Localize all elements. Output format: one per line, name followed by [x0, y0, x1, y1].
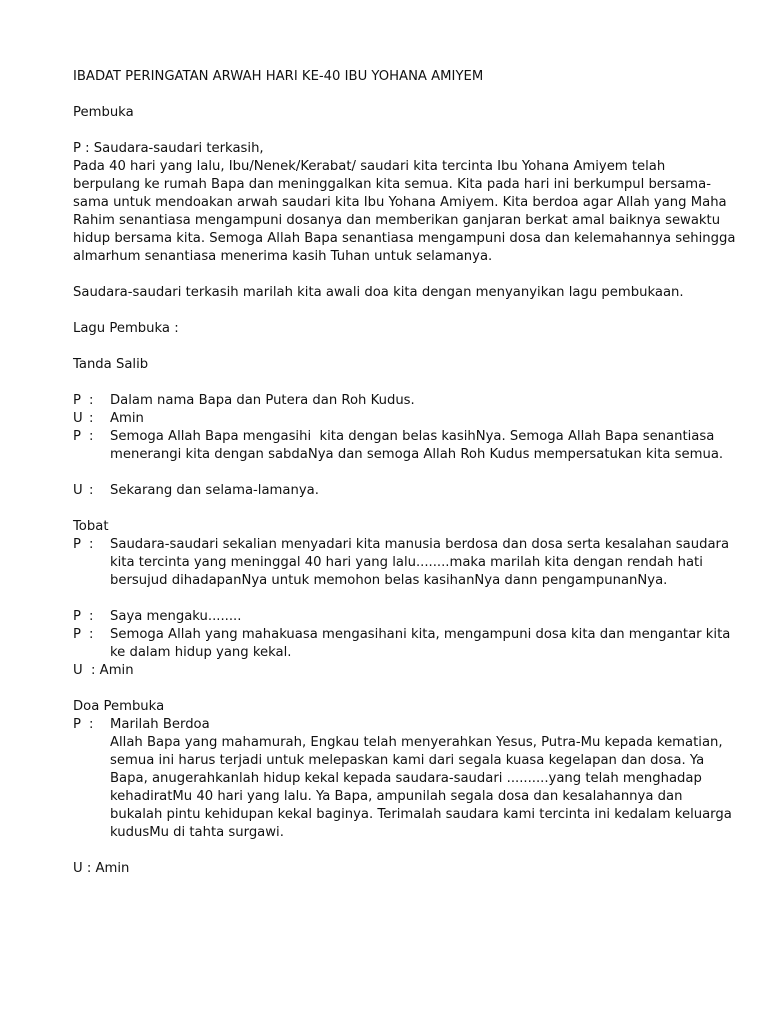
amen-line: U : Amin — [73, 663, 134, 678]
prayer-line: kudusMu di tahta surgawi. — [110, 825, 284, 840]
speaker-label: P — [73, 717, 81, 732]
prayer-line: kehadiratMu 40 hari yang lalu. Ya Bapa, ampunilah segala dosa dan kesalahannya dan — [110, 789, 683, 804]
dialogue-text: Sekarang dan selama-lamanya. — [110, 483, 319, 498]
dialogue-row: U : Amin — [73, 410, 713, 428]
speaker-label: P — [73, 393, 81, 408]
document-title: IBADAT PERINGATAN ARWAH HARI KE-40 IBU YOHANA AMIYEM — [73, 69, 484, 84]
section-heading-tanda-salib: Tanda Salib — [73, 357, 149, 372]
paragraph-line: hidup bersama kita. Semoga Allah Bapa senantiasa mengampuni dosa dan kelemahannya sehingga — [73, 231, 736, 246]
dialogue-row: P : Dalam nama Bapa dan Putera dan Roh Kudus. — [73, 392, 713, 410]
dialogue-text: Semoga Allah Bapa mengasihi kita dengan belas kasihNya. Semoga Allah Bapa senantiasa — [110, 429, 715, 444]
dialogue-text: ke dalam hidup yang kekal. — [110, 645, 292, 660]
dialogue-text: Dalam nama Bapa dan Putera dan Roh Kudus. — [110, 393, 415, 408]
prayer-line: bukalah pintu kehidupan kekal baginya. Terimalah saudara kami tercinta ini kedalam keluarga — [110, 807, 732, 822]
section-heading-tobat: Tobat — [73, 519, 109, 534]
dialogue-row: P : Semoga Allah Bapa mengasihi kita dengan belas kasihNya. Semoga Allah Bapa senantiasa menerangi kita dengan sabdaNya dan semoga Allah Roh Kudus mempersatukan kita semua. — [73, 429, 724, 462]
dialogue-row: P : Semoga Allah yang mahakuasa mengasihani kita, mengampuni dosa kita dan mengantar kita ke dalam hidup yang kekal. — [73, 627, 731, 660]
prayer-line: Bapa, anugerahkanlah hidup kekal kepada saudara-saudari ..........yang telah menghadap — [110, 771, 702, 786]
pembuka-paragraph — [73, 158, 736, 266]
speaker-label: U — [73, 411, 83, 426]
dialogue-row: P : Saudara-saudari sekalian menyadari kita manusia berdosa dan dosa serta kesalahan saudara kita tercinta yang meninggal 40 hari yang lalu........maka marilah kita dengan rendah hati bersujud dihadapanNya untuk memohon belas kasihanNya dann pengampunanNya. — [73, 537, 730, 588]
prayer-line: Allah Bapa yang mahamurah, Engkau telah menyerahkan Yesus, Putra-Mu kepada kematian, — [110, 735, 723, 750]
speaker-label: P — [73, 627, 81, 642]
speaker-label: P — [73, 537, 81, 552]
paragraph-line: sama untuk mendoakan arwah saudari kita Ibu Yohana Amiyem. Kita berdoa agar Allah yang Maha — [73, 195, 727, 210]
paragraph-line: Rahim senantiasa mengampuni dosanya dan memberikan ganjaran berkat amal baiknya sewaktu — [73, 213, 721, 228]
dialogue-text: Semoga Allah yang mahakuasa mengasihani kita, mengampuni dosa kita dan mengantar kita — [110, 627, 731, 642]
dialogue-text: menerangi kita dengan sabdaNya dan semoga Allah Roh Kudus mempersatukan kita semua. — [110, 447, 724, 462]
speaker-label: U — [73, 483, 83, 498]
dialogue-row: P : Saya mengaku........ — [73, 608, 713, 626]
dialogue-row: P : Marilah Berdoa Allah Bapa yang mahamurah, Engkau telah menyerahkan Yesus, Putra-Mu kepada kematian, semua ini harus terjadi untuk melepaskan kami dari segala kuasa kegelapan dan dosa. Ya Bapa, anugerahkanlah hidup kekal kepada saudara-saudari ..........yang telah menghadap kehadiratMu 40 hari yang lalu. Ya Bapa, ampunilah segala dosa dan kesalahannya dan bukalah pintu kehidupan kekal baginya. Terimalah saudara kami tercinta ini kedalam keluarga kudusMu di tahta surgawi. — [73, 717, 732, 840]
dialogue-text: Saya mengaku........ — [110, 609, 242, 624]
paragraph-line: almarhum senantiasa menerima kasih Tuhan untuk selamanya. — [73, 249, 493, 264]
invitation-line: Saudara-saudari terkasih marilah kita awali doa kita dengan menyanyikan lagu pembukaan. — [73, 285, 684, 300]
amen-line: U : Amin — [73, 861, 130, 876]
paragraph-line: Pada 40 hari yang lalu, Ibu/Nenek/Kerabat/ saudari kita tercinta Ibu Yohana Amiyem telah — [73, 159, 666, 174]
section-heading-pembuka: Pembuka — [73, 105, 134, 120]
document-content — [73, 68, 736, 878]
speaker-label: P — [73, 429, 81, 444]
dialogue-text: bersujud dihadapanNya untuk memohon belas kasihanNya dann pengampunanNya. — [110, 573, 668, 588]
section-heading-lagu-pembuka: Lagu Pembuka : — [73, 321, 179, 336]
prayer-lead: Marilah Berdoa — [110, 717, 210, 732]
speaker-label: P — [73, 609, 81, 624]
greeting-line: P : Saudara-saudari terkasih, — [73, 141, 264, 156]
section-heading-doa-pembuka: Doa Pembuka — [73, 699, 165, 714]
dialogue-text: kita tercinta yang meninggal 40 hari yang lalu........maka marilah kita dengan rendah hati — [110, 555, 703, 570]
dialogue-text: Amin — [110, 411, 144, 426]
paragraph-line: berpulang ke rumah Bapa dan meninggalkan kita semua. Kita pada hari ini berkumpul bersama- — [73, 177, 711, 192]
dialogue-text: Saudara-saudari sekalian menyadari kita manusia berdosa dan dosa serta kesalahan saudara — [110, 537, 730, 552]
prayer-line: semua ini harus terjadi untuk melepaskan kami dari segala kuasa kegelapan dan dosa. Ya — [110, 753, 705, 768]
dialogue-row: U : Sekarang dan selama-lamanya. — [73, 482, 713, 500]
